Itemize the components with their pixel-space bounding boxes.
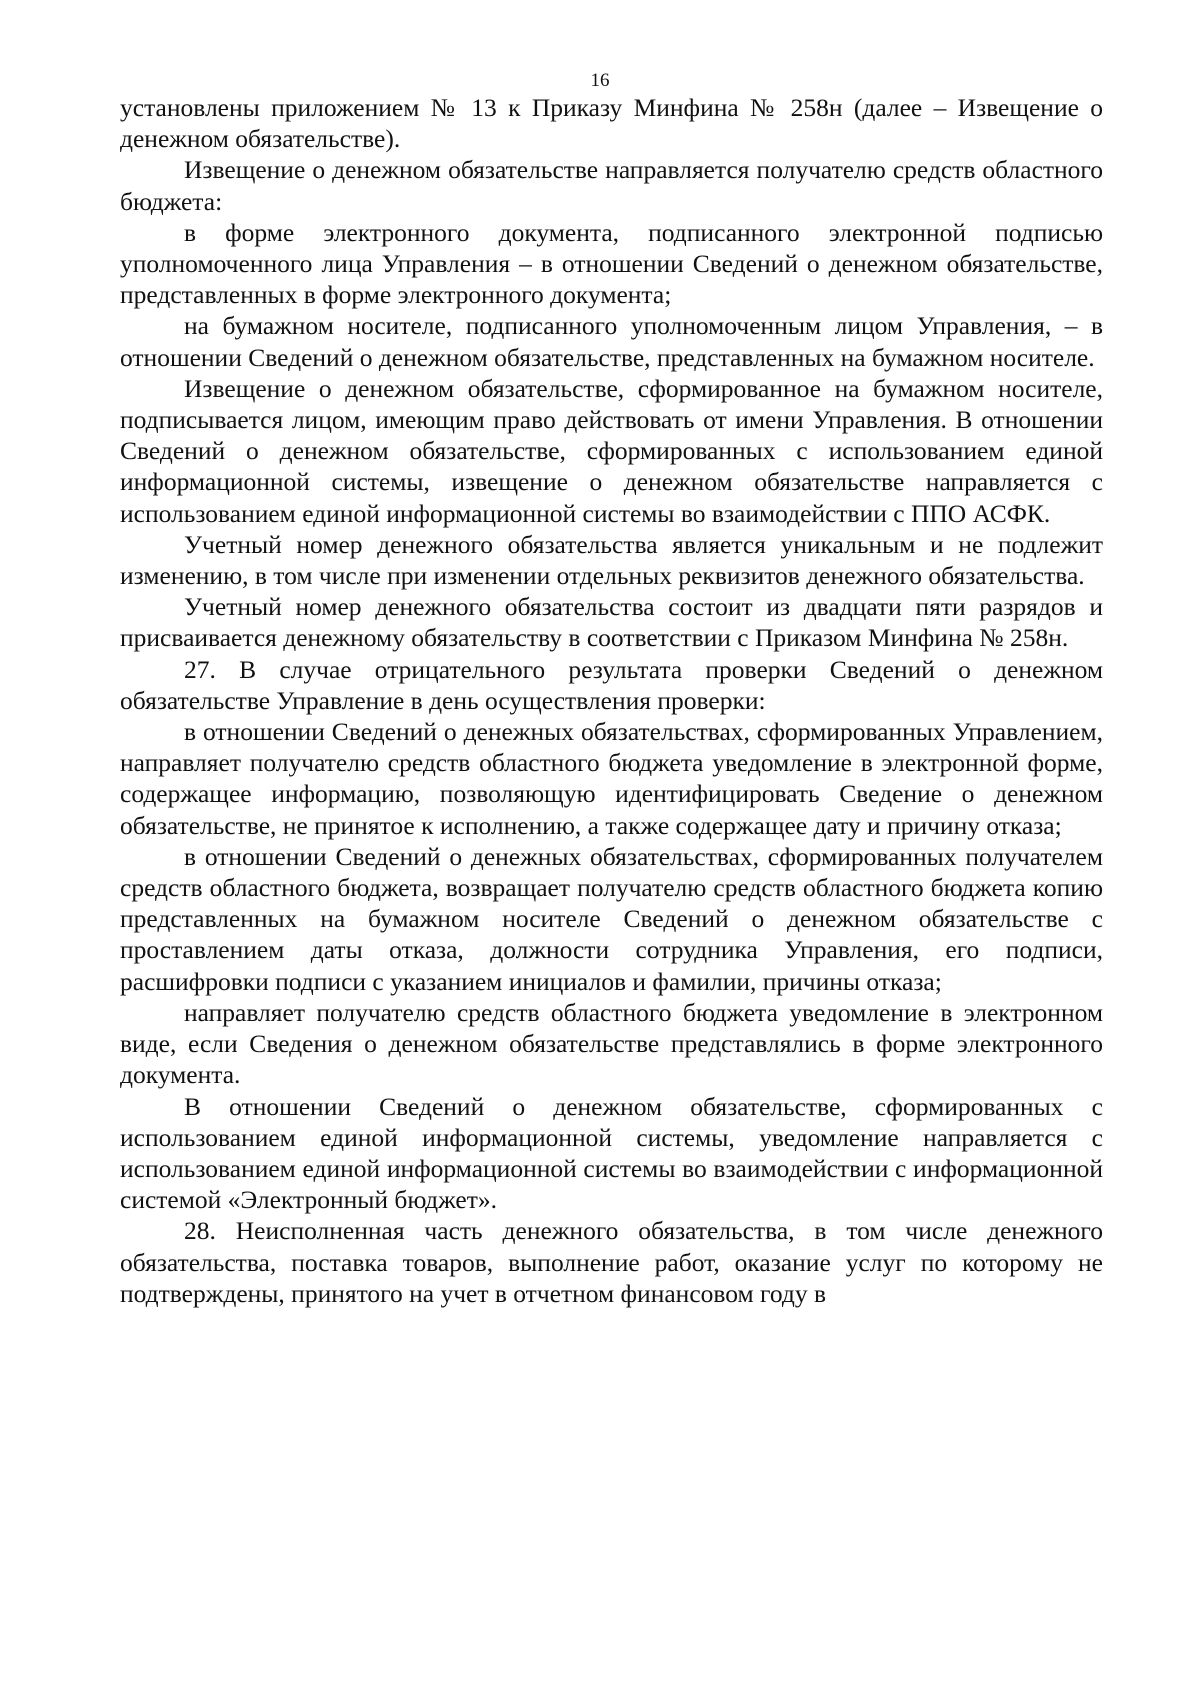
paragraph: установлены приложением № 13 к Приказу Минфина № 258н (далее – Извещение о денежном обязательстве). [120, 93, 1103, 154]
paragraph: Извещение о денежном обязательстве направляется получателю средств областного бюджета: [120, 155, 1103, 216]
paragraph: на бумажном носителе, подписанного уполномоченным лицом Управления, – в отношении Сведений о денежном обязательстве, представленных на бумажном носителе. [120, 311, 1103, 372]
paragraph-item-28: 28. Неисполненная часть денежного обязательства, в том числе денежного обязательства, поставка товаров, выполнение работ, оказание услуг по которому не подтверждены, принятого на учет в отчетном финансовом году в [120, 1216, 1103, 1308]
paragraph: Извещение о денежном обязательстве, сформированное на бумажном носителе, подписывается лицом, имеющим право действовать от имени Управления. В отношении Сведений о денежном обязательстве, сформированных с использованием единой информационной системы, извещение о денежном обязательстве направляется с использованием единой информационной системы во взаимодействии с ППО АСФК. [120, 373, 1103, 528]
paragraph: в форме электронного документа, подписанного электронной подписью уполномоченного лица Управления – в отношении Сведений о денежном обязательстве, представленных в форме электронного документа; [120, 217, 1103, 310]
paragraph: В отношении Сведений о денежном обязательстве, сформированных с использованием единой информационной системы, уведомление направляется с использованием единой информационной системы во взаимодействии с информационной системой «Электронный бюджет». [120, 1091, 1103, 1215]
paragraph-item-27: 27. В случае отрицательного результата проверки Сведений о денежном обязательстве Управление в день осуществления проверки: [120, 654, 1103, 715]
paragraph: в отношении Сведений о денежных обязательствах, сформированных Управлением, направляет получателю средств областного бюджета уведомление в электронной форме, содержащее информацию, позволяющую идентифицировать Сведение о денежном обязательстве, не принятое к исполнению, а также содержащее дату и причину отказа; [120, 717, 1103, 840]
body-text [120, 92, 1103, 1309]
paragraph: Учетный номер денежного обязательства является уникальным и не подлежит изменению, в том числе при изменении отдельных реквизитов денежного обязательства. [120, 529, 1103, 591]
paragraph: в отношении Сведений о денежных обязательствах, сформированных получателем средств областного бюджета, возвращает получателю средств областного бюджета копию представленных на бумажном носителе Сведений о денежном обязательстве с проставлением даты отказа, должности сотрудника Управления, его подписи, расшифровки подписи с указанием инициалов и фамилии, причины отказа; [120, 841, 1103, 996]
paragraph: направляет получателю средств областного бюджета уведомление в электронном виде, если Сведения о денежном обязательстве представлялись в форме электронного документа. [120, 997, 1103, 1090]
page-number: 16 [590, 70, 610, 91]
paragraph: Учетный номер денежного обязательства состоит из двадцати пяти разрядов и присваивается денежному обязательству в соответствии с Приказом Минфина № 258н. [120, 592, 1103, 653]
